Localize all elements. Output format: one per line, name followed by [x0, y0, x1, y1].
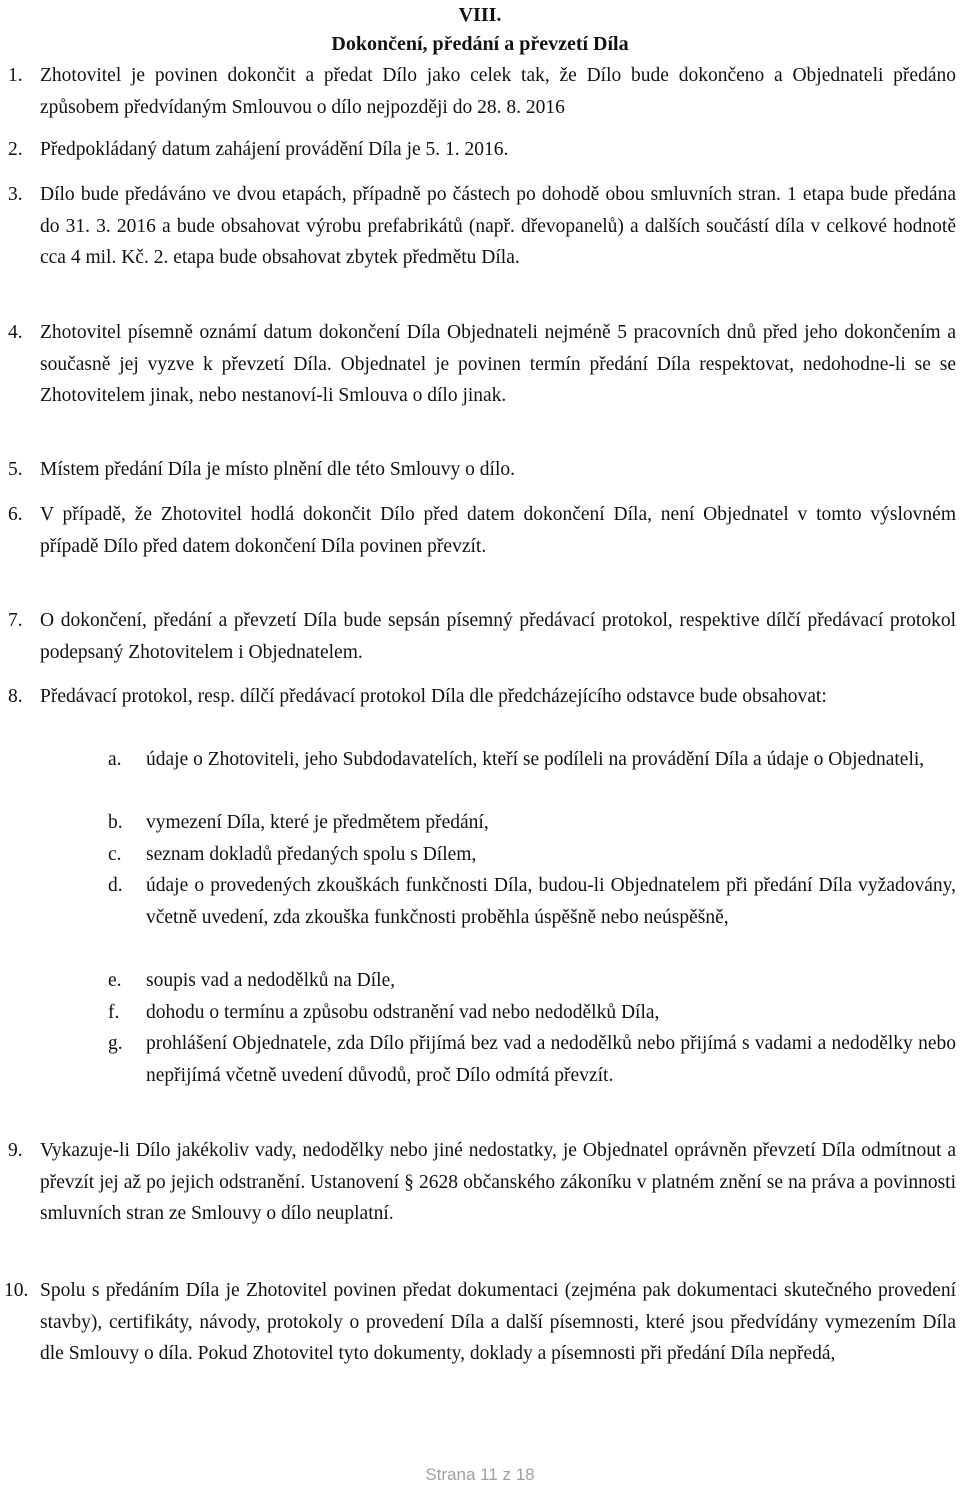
paragraph-number: 10.: [4, 1280, 29, 1301]
paragraph-2: [0, 134, 960, 166]
paragraph-text: Zhotovitel písemně oznámí datum dokončení Díla Objednateli nejméně 5 pracovních dnů před jeho dokončením a současně jej vyzve k převzetí Díla. Objednatel je povinen termín předání Díla respektovat, nedohodne-li se se Zhotovitelem jinak, nebo nestanoví-li Smlouva o dílo jinak.: [40, 322, 956, 406]
paragraph-number: 2.: [8, 139, 23, 160]
list-item-text: soupis vad a nedodělků na Díle,: [146, 970, 396, 991]
paragraph-10: [0, 1275, 960, 1370]
list-item-letter: c.: [108, 844, 122, 865]
paragraph-4: [0, 317, 960, 412]
list-item-a: [0, 744, 960, 776]
paragraph-number: 9.: [8, 1140, 23, 1161]
paragraph-text: Zhotovitel je povinen dokončit a předat Dílo jako celek tak, že Dílo bude dokončeno a Objednateli předáno způsobem předvídaným Smlouvou o dílo nejpozději do 28. 8. 2016: [40, 65, 956, 118]
paragraph-text: Dílo bude předáváno ve dvou etapách, případně po částech po dohodě obou smluvních stran. 1 etapa bude předána do 31. 3. 2016 a bude obsahovat výrobu prefabrikátů (např. dřevopanelů) a dalších součástí díla v celkové hodnotě cca 4 mil. Kč. 2. etapa bude obsahovat zbytek předmětu Díla.: [40, 184, 956, 268]
list-item-letter: g.: [108, 1033, 123, 1054]
list-item-letter: f.: [108, 1002, 120, 1023]
paragraph-text: O dokončení, předání a převzetí Díla bude sepsán písemný předávací protokol, respektive dílčí předávací protokol podepsaný Zhotovitelem i Objednatelem.: [40, 610, 956, 663]
section-title: Dokončení, předání a převzetí Díla: [331, 33, 629, 55]
list-item-d: [0, 870, 960, 933]
list-item-letter: b.: [108, 812, 123, 833]
paragraph-number: 3.: [8, 184, 23, 205]
paragraph-8: [0, 681, 960, 713]
paragraph-text: Vykazuje-li Dílo jakékoliv vady, nedodělky nebo jiné nedostatky, je Objednatel oprávněn převzetí Díla odmítnout a převzít jej až po jejich odstranění. Ustanovení § 2628 občanského zákoníku v platném znění se na práva a povinnosti smluvních stran ze Smlouvy o dílo neuplatní.: [40, 1140, 956, 1224]
list-item-letter: a.: [108, 749, 122, 770]
paragraph-number: 4.: [8, 322, 23, 343]
paragraph-1: [0, 60, 960, 123]
list-item-letter: d.: [108, 875, 123, 896]
list-item-text: vymezení Díla, které je předmětem předání,: [146, 812, 489, 833]
paragraph-number: 7.: [8, 610, 23, 631]
paragraph-6: [0, 499, 960, 562]
paragraph-number: 6.: [8, 504, 23, 525]
paragraph-text: V případě, že Zhotovitel hodlá dokončit Dílo před datem dokončení Díla, není Objednatel v tomto výslovném případě Dílo před datem dokončení Díla povinen převzít.: [40, 504, 956, 557]
paragraph-text: Spolu s předáním Díla je Zhotovitel povinen předat dokumentaci (zejména pak dokumentaci skutečného provedení stavby), certifikáty, návody, protokoly o provedení Díla a další písemnosti, které jsou předvídány vymezením Díla dle Smlouvy o díla. Pokud Zhotovitel tyto dokumenty, doklady a písemnosti při předání Díla nepředá,: [40, 1280, 956, 1364]
list-item-f: [0, 997, 960, 1029]
paragraph-5: [0, 454, 960, 486]
list-item-text: údaje o provedených zkouškách funkčnosti Díla, budou-li Objednatelem při předání Díla vyžadovány, včetně uvedení, zda zkouška funkčnosti proběhla úspěšně nebo neúspěšně,: [146, 875, 956, 928]
paragraph-3: [0, 179, 960, 274]
paragraph-9: [0, 1135, 960, 1230]
paragraph-number: 1.: [8, 65, 23, 86]
list-item-text: údaje o Zhotoviteli, jeho Subdodavatelích, kteří se podíleli na provádění Díla a údaje o Objednateli,: [146, 749, 925, 770]
paragraph-text: Místem předání Díla je místo plnění dle této Smlouvy o dílo.: [40, 459, 515, 480]
list-item-c: [0, 839, 960, 871]
list-item-text: dohodu o termínu a způsobu odstranění vad nebo nedodělků Díla,: [146, 1002, 660, 1023]
list-item-letter: e.: [108, 970, 122, 991]
paragraph-text: Předpokládaný datum zahájení provádění Díla je 5. 1. 2016.: [40, 139, 509, 160]
list-item-b: [0, 807, 960, 839]
page-number-footer: Strana 11 z 18: [425, 1465, 535, 1484]
paragraph-7: [0, 605, 960, 668]
section-number: VIII.: [458, 4, 502, 26]
paragraph-number: 5.: [8, 459, 23, 480]
list-item-g: [0, 1028, 960, 1091]
list-item-text: seznam dokladů předaných spolu s Dílem,: [146, 844, 477, 865]
list-item-e: [0, 965, 960, 997]
list-item-text: prohlášení Objednatele, zda Dílo přijímá bez vad a nedodělků nebo přijímá s vadami a nedodělky nebo nepřijímá včetně uvedení důvodů, proč Dílo odmítá převzít.: [146, 1033, 956, 1086]
paragraph-number: 8.: [8, 686, 23, 707]
paragraph-text: Předávací protokol, resp. dílčí předávací protokol Díla dle předcházejícího odstavce bude obsahovat:: [40, 686, 827, 707]
